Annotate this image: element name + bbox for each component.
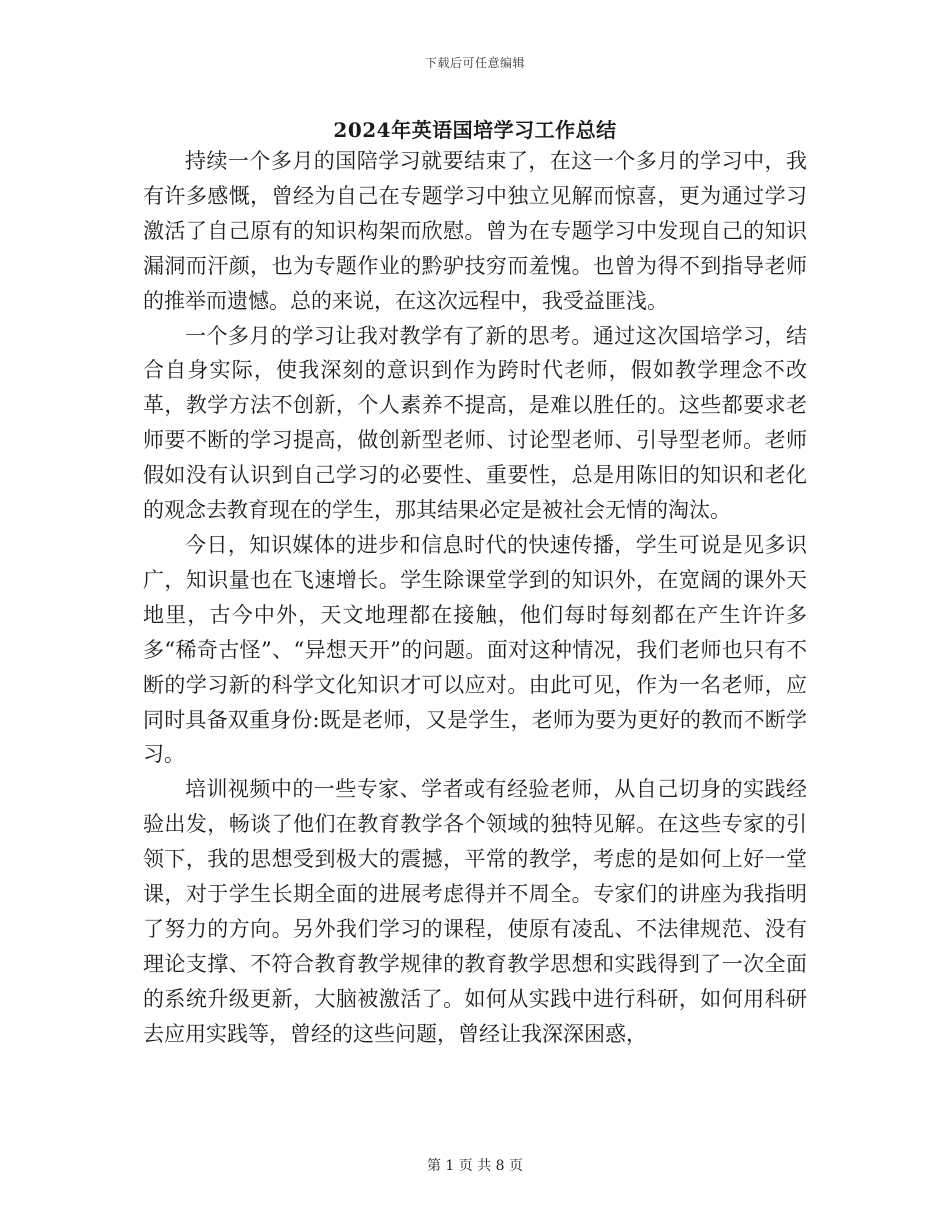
- document-title: 2024年英语国培学习工作总结: [333, 118, 617, 142]
- page-number: 第 1 页 共 8 页: [426, 1158, 524, 1174]
- paragraph-2: 一个多月的学习让我对教学有了新的思考。通过这次国培学习，结合自身实际，使我深刻的意识到作为跨时代老师，假如教学理念不改革，教学方法不创新，个人素养不提高，是难以胜任的。这些都要求老师要不断的学习提高，做创新型老师、讨论型老师、引导型老师。老师假如没有认识到自己学习的必要性、重要性，总是用陈旧的知识和老化的观念去教育现在的学生，那其结果必定是被社会无情的淘汰。: [143, 323, 807, 523]
- paragraph-4: 培训视频中的一些专家、学者或有经验老师，从自己切身的实践经验出发，畅谈了他们在教育教学各个领域的独特见解。在这些专家的引领下，我的思想受到极大的震撼，平常的教学，考虑的是如何上好一堂课，对于学生长期全面的进展考虑得并不周全。专家们的讲座为我指明了努力的方向。另外我们学习的课程，使原有凌乱、不法律规范、没有理论支撑、不符合教育教学规律的教育教学思想和实践得到了一次全面的系统升级更新，大脑被激活了。如何从实践中进行科研，如何用科研去应用实践等，曾经的这些问题，曾经让我深深困惑，: [143, 777, 807, 1046]
- paragraph-3: 今日，知识媒体的进步和信息时代的快速传播，学生可说是见多识广，知识量也在飞速增长。学生除课堂学到的知识外，在宽阔的课外天地里，古今中外，天文地理都在接触，他们每时每刻都在产生许许多多“稀奇古怪”、“异想天开”的问题。面对这种情况，我们老师也只有不断的学习新的科学文化知识才可以应对。由此可见，作为一名老师，应同时具备双重身份:既是老师，又是学生，老师为要为更好的教而不断学习。: [143, 532, 807, 767]
- header-note: 下载后可任意编辑: [424, 56, 525, 70]
- document-body: [143, 144, 807, 1052]
- paragraph-1: 持续一个多月的国陪学习就要结束了，在这一个多月的学习中，我有许多感慨，曾经为自己在专题学习中独立见解而惊喜，更为通过学习激活了自己原有的知识构架而欣慰。曾为在专题学习中发现自己的知识漏洞而汗颜，也为专题作业的黔驴技穷而羞愧。也曾为得不到指导老师的推举而遗憾。总的来说，在这次远程中，我受益匪浅。: [143, 149, 807, 313]
